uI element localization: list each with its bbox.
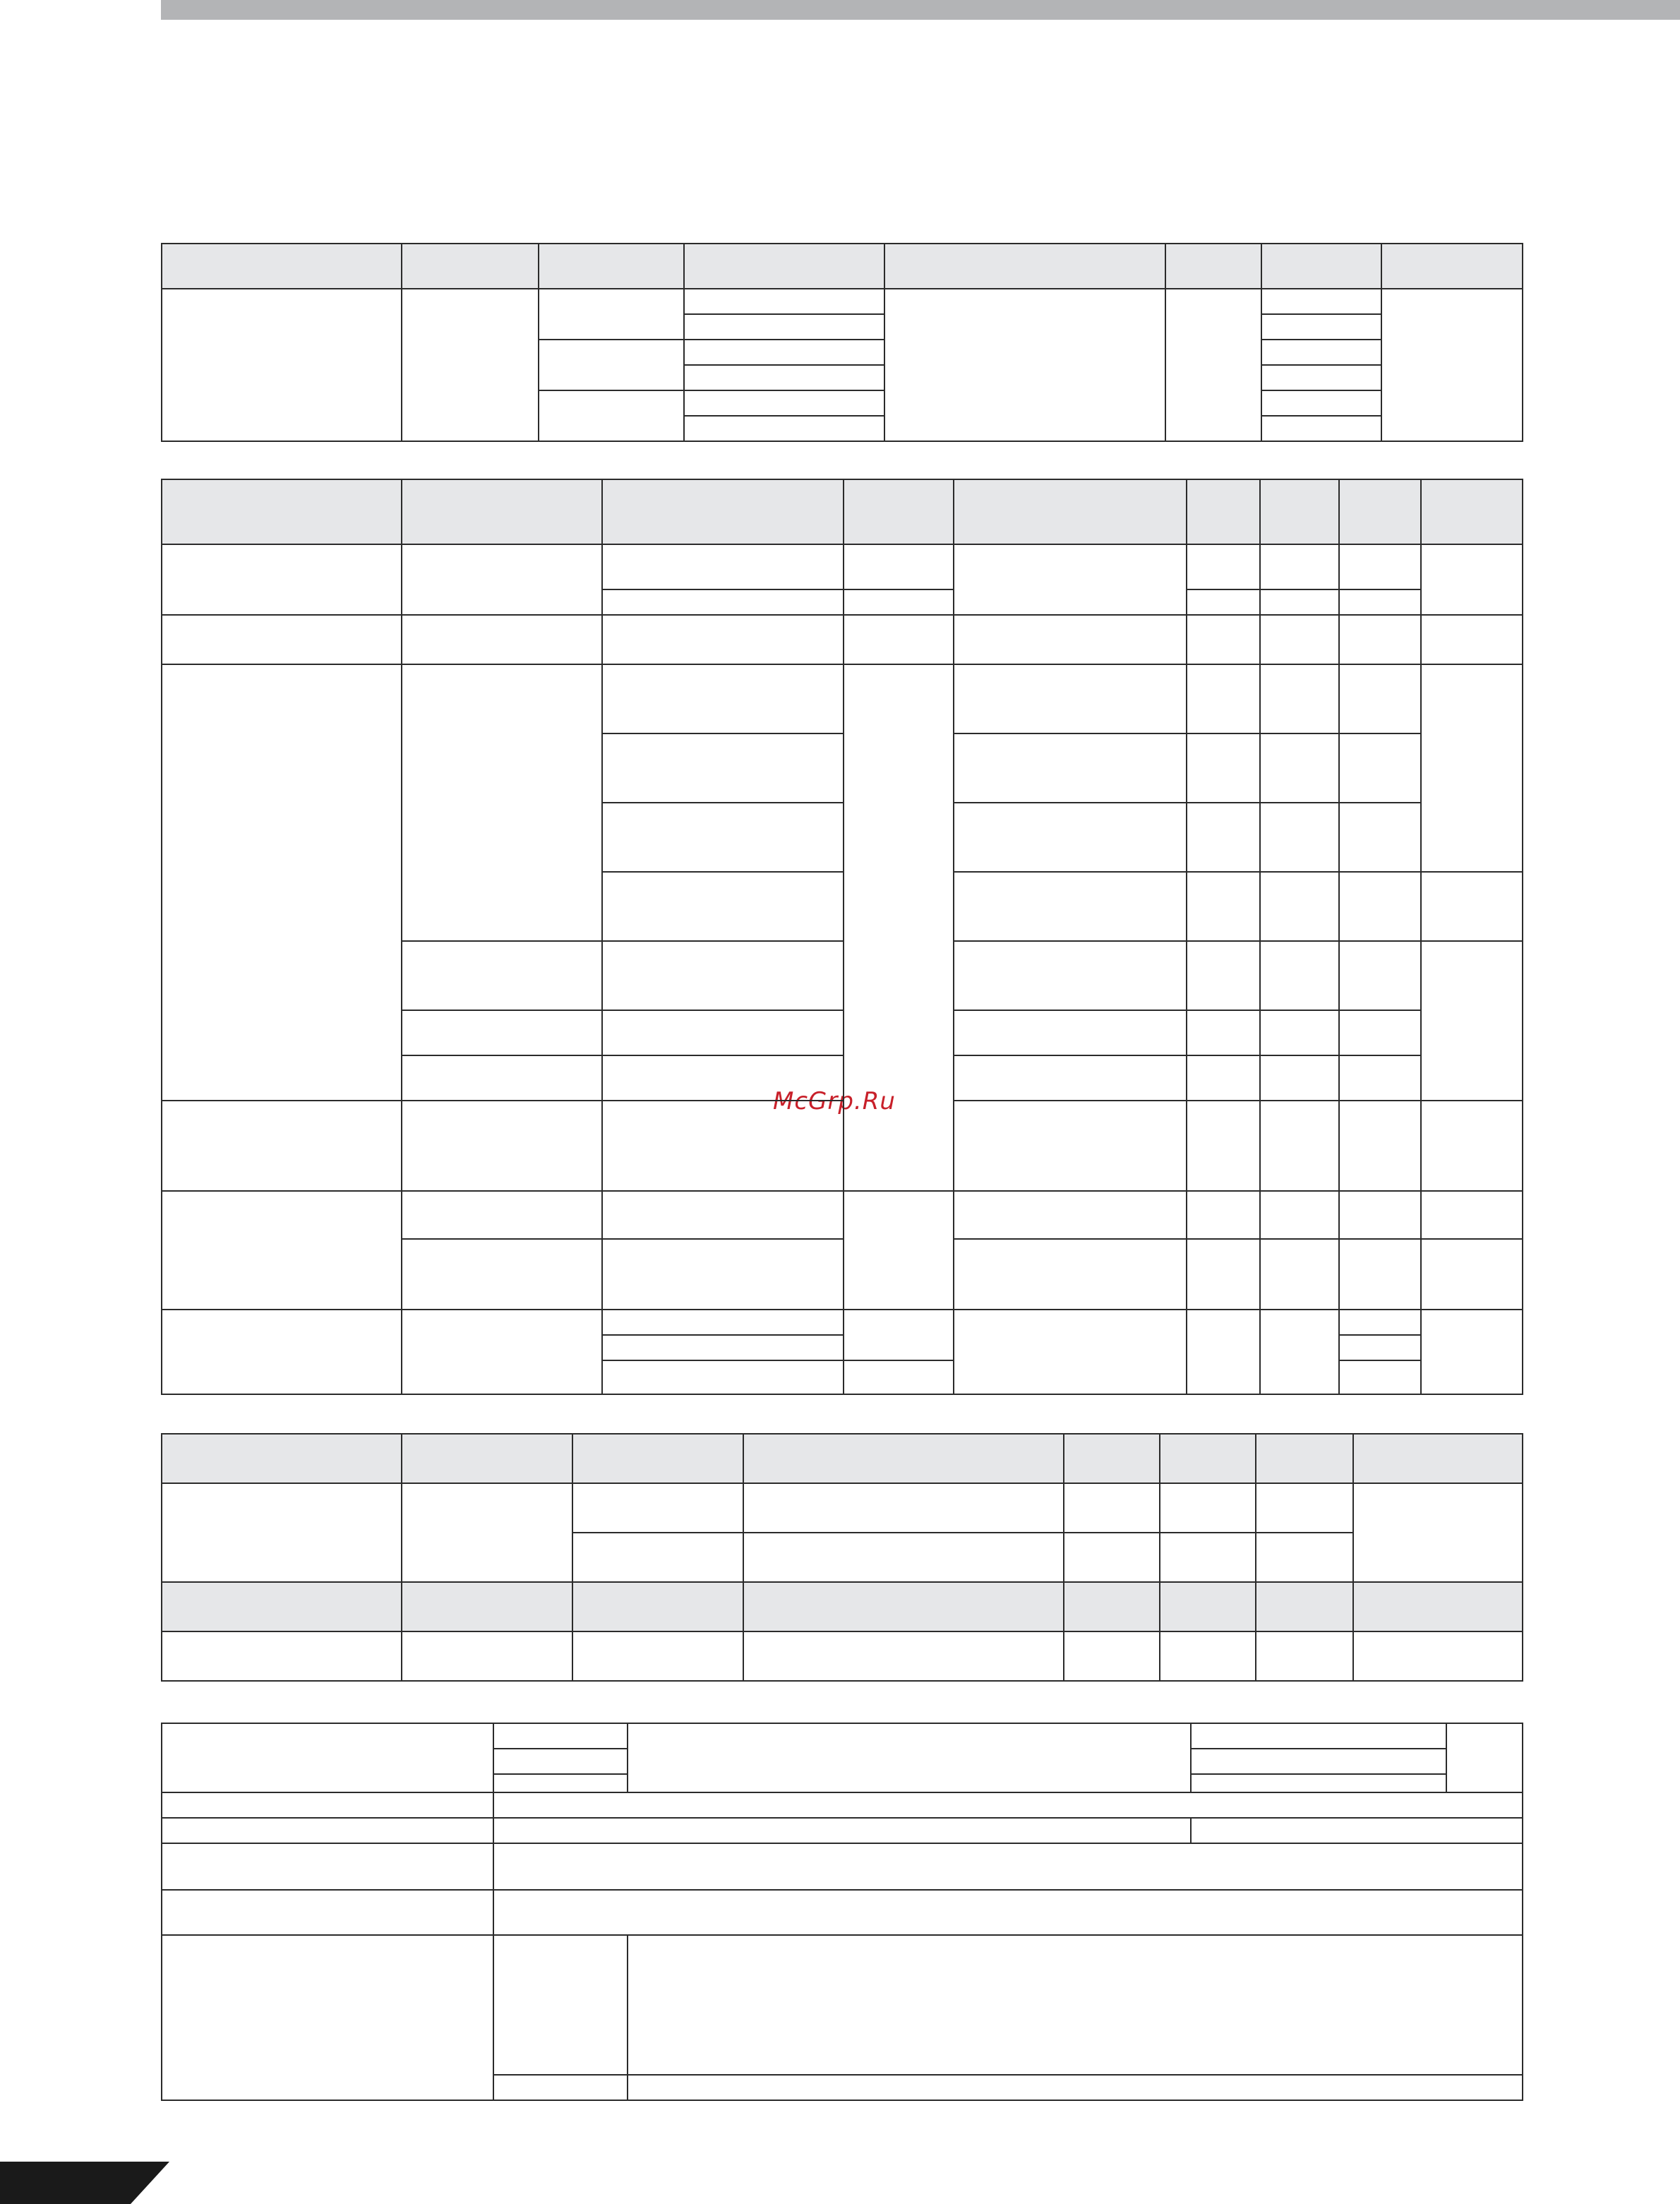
table-1 — [161, 243, 1523, 442]
table-row — [162, 1310, 1523, 1335]
table-row — [162, 1631, 1523, 1681]
table-row — [162, 544, 1523, 589]
table-row — [162, 1935, 1523, 2075]
table-4 — [161, 1723, 1523, 2101]
table-2-header-row — [162, 479, 1523, 544]
table-2 — [161, 479, 1523, 1395]
table-row — [162, 1843, 1523, 1890]
table-row — [162, 615, 1523, 664]
table-row — [162, 1101, 1523, 1191]
table-3 — [161, 1433, 1523, 1682]
table-3-header-row-1 — [162, 1434, 1523, 1483]
table-row — [162, 1792, 1523, 1818]
table-1-header-row — [162, 244, 1523, 289]
table-3-header-row-2 — [162, 1582, 1523, 1631]
table-row — [162, 664, 1523, 733]
page-corner-tab — [0, 2162, 169, 2204]
table-row — [162, 1818, 1523, 1843]
table-row — [162, 289, 1523, 314]
watermark-text: McGrp.Ru — [773, 1087, 896, 1115]
table-row — [162, 1191, 1523, 1239]
top-gray-bar — [161, 0, 1680, 20]
table-row — [162, 1723, 1523, 1749]
table-row — [162, 1890, 1523, 1935]
table-row — [162, 1483, 1523, 1533]
